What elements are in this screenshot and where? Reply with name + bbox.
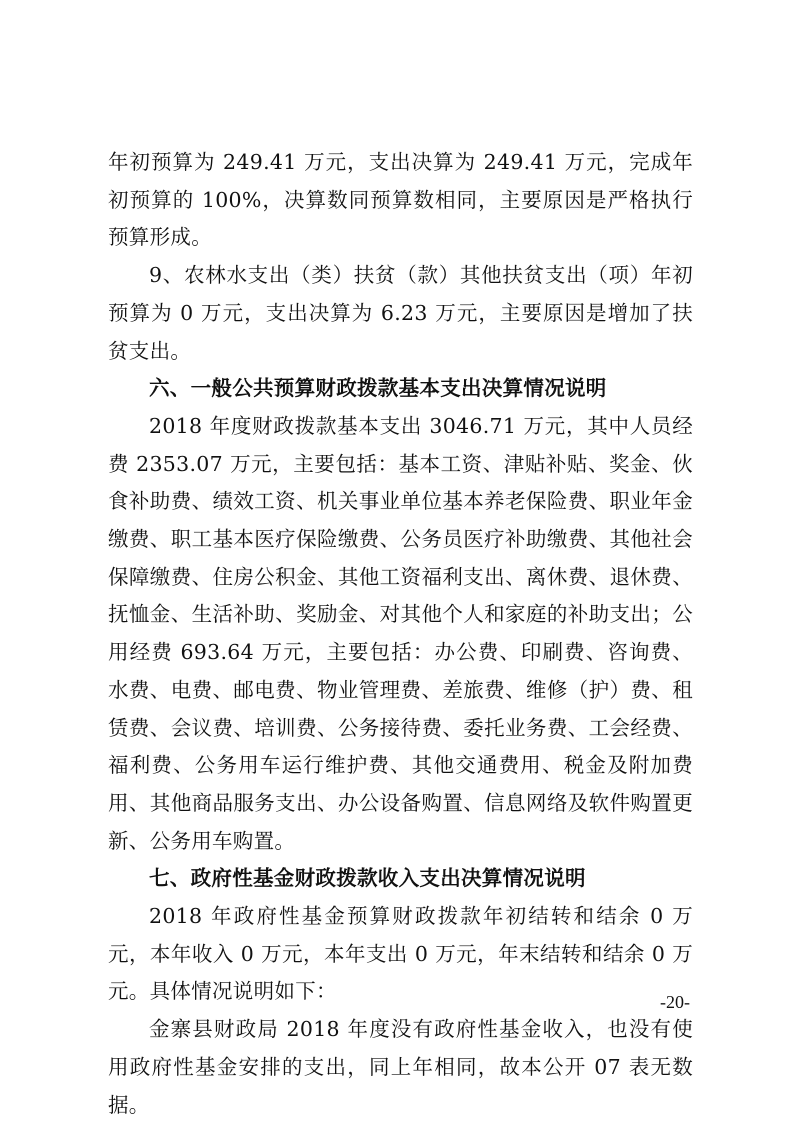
paragraph-agriculture-expenditure: 9、农林水支出（类）扶贫（款）其他扶贫支出（项）年初预算为 0 万元，支出决算为 6.23 万元，主要原因是增加了扶贫支出。 xyxy=(108,263,693,363)
document-body xyxy=(108,144,693,1124)
paragraph-government-fund-explanation: 金寨县财政局 2018 年度没有政府性基金收入，也没有使用政府性基金安排的支出，同上年相同，故本公开 07 表无数据。 xyxy=(108,1017,693,1117)
paragraph-basic-expenditure-detail: 2018 年度财政拨款基本支出 3046.71 万元，其中人员经费 2353.07 万元，主要包括：基本工资、津贴补贴、奖金、伙食补助费、绩效工资、机关事业单位基本养老保险费、职业年金缴费、职工基本医疗保险缴费、公务员医疗补助缴费、其他社会保障缴费、住房公积金、其他工资福利支出、离休费、退休费、抚恤金、生活补助、奖励金、对其他个人和家庭的补助支出；公用经费 693.64 万元，主要包括：办公费、印刷费、咨询费、水费、电费、邮电费、物业管理费、差旅费、维修（护）费、租赁费、会议费、培训费、公务接待费、委托业务费、工会经费、福利费、公务用车运行维护费、其他交通费用、税金及附加费用、其他商品服务支出、办公设备购置、信息网络及软件购置更新、公务用车购置。 xyxy=(108,413,693,853)
section-heading-basic-expenditure: 六、一般公共预算财政拨款基本支出决算情况说明 xyxy=(149,376,607,401)
page-number: -20- xyxy=(660,992,690,1012)
section-heading-government-fund: 七、政府性基金财政拨款收入支出决算情况说明 xyxy=(149,866,586,891)
paragraph-government-fund-summary: 2018 年政府性基金预算财政拨款年初结转和结余 0 万元，本年收入 0 万元，本年支出 0 万元，年末结转和结余 0 万元。具体情况说明如下： xyxy=(108,904,693,1004)
paragraph-budget-completion: 年初预算为 249.41 万元，支出决算为 249.41 万元，完成年初预算的 100%，决算数同预算数相同，主要原因是严格执行预算形成。 xyxy=(108,150,693,250)
